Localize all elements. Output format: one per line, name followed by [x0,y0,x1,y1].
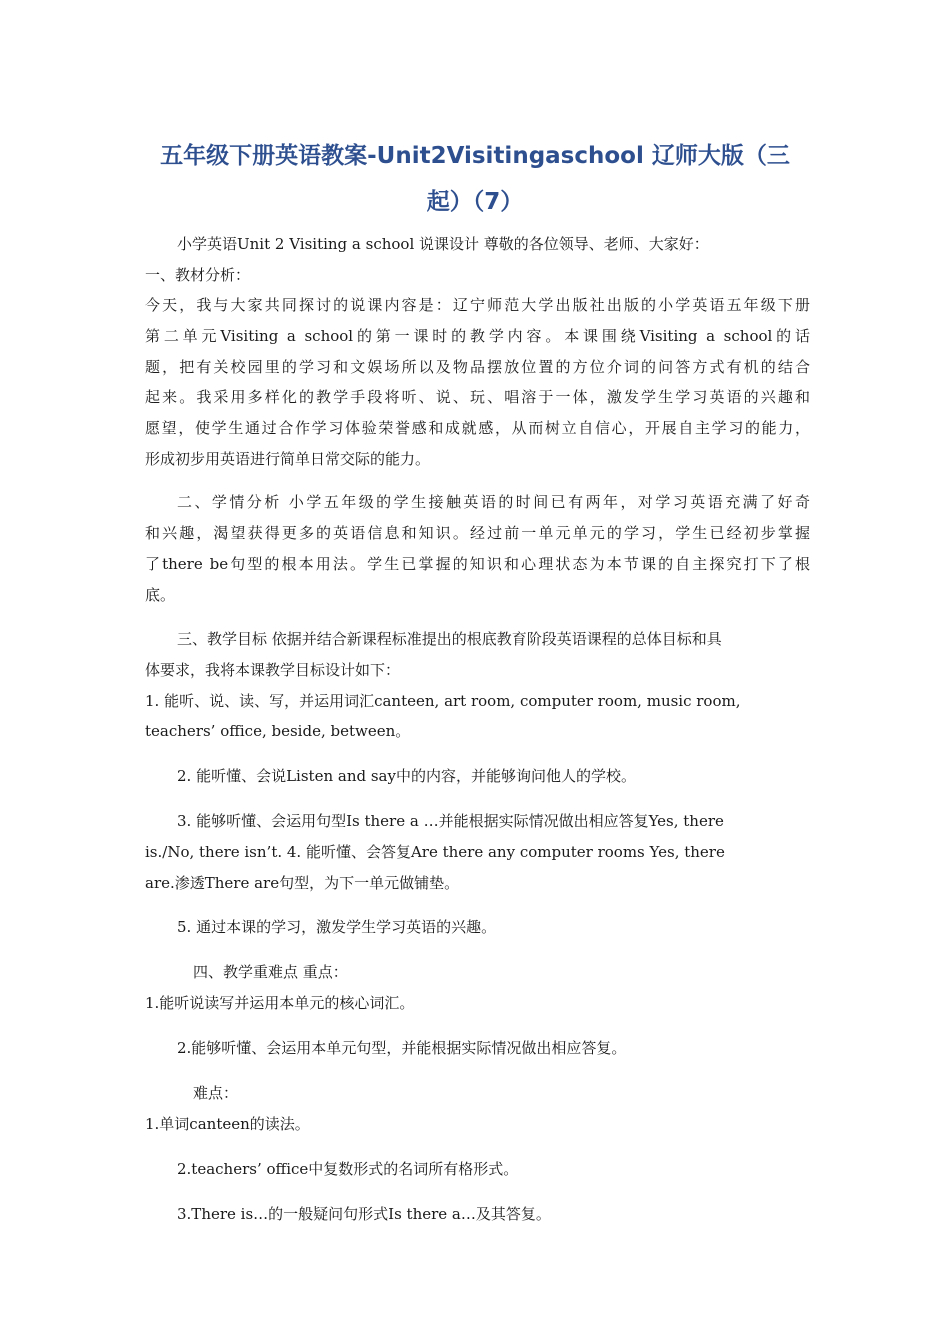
section-1-line: 题，把有关校园里的学习和文娱场所以及物品摆放位置的方位介词的问答方式有机的结合 [145,358,810,376]
difficulty-3: 3.There is…的一般疑问句形式Is there a…及其答复。 [177,1205,551,1223]
section-1-line: 愿望，使学生通过合作学习体验荣誉感和成就感，从而树立自信心，开展自主学习的能力， [145,419,810,437]
section-4-heading: 四、教学重难点 重点： [193,963,348,981]
goal-3-line: 3. 能够听懂、会运用句型Is there a …并能根据实际情况做出相应答复Yes, there [177,812,724,830]
section-2-line: 二、学情分析 小学五年级的学生接触英语的时间已有两年，对学习英语充满了好奇 [177,493,810,511]
title-line-2: 起）（7） [426,189,524,215]
section-1-line: 起来。我采用多样化的教学手段将听、说、玩、唱溶于一体，激发学生学习英语的兴趣和 [145,388,810,406]
section-2-line: 和兴趣，渴望获得更多的英语信息和知识。经过前一单元单元的学习，学生已经初步掌握 [145,524,810,542]
difficulty-2: 2.teachers’ office中复数形式的名词所有格形式。 [177,1160,519,1178]
section-1-line: 第二单元Visiting a school的第一课时的教学内容。本课围绕Visiting a school的话 [145,327,810,345]
goal-5: 5. 通过本课的学习，激发学生学习英语的兴趣。 [177,918,497,936]
section-3-line: 体要求，我将本课教学目标设计如下： [145,661,401,679]
section-2-line: 底。 [145,586,176,604]
section-1-heading: 一、教材分析： [145,266,251,284]
intro-line: 小学英语Unit 2 Visiting a school 说课设计 尊敬的各位领导、老师、大家好： [177,235,709,253]
title-line-1: 五年级下册英语教案-Unit2Visitingaschool 辽师大版（三 [160,143,790,169]
key-point-1: 1.能听说读写并运用本单元的核心词汇。 [145,994,415,1012]
section-1-line: 形成初步用英语进行简单日常交际的能力。 [145,450,431,468]
goal-3-line: is./No, there isn’t. 4. 能听懂、会答复Are there any computer rooms Yes, there [145,843,725,861]
section-3-line: 三、教学目标 依据并结合新课程标准提出的根底教育阶段英语课程的总体目标和具 [177,630,722,648]
section-1-line: 今天，我与大家共同探讨的说课内容是：辽宁师范大学出版社出版的小学英语五年级下册 [145,296,810,314]
goal-1-line: 1. 能听、说、读、写，并运用词汇canteen, art room, computer room, music room, [145,692,741,710]
goal-1-line: teachers’ office, beside, between。 [145,722,411,740]
key-point-2: 2.能够听懂、会运用本单元句型，并能根据实际情况做出相应答复。 [177,1039,627,1057]
document-title [140,133,810,225]
goal-3-line: are.渗透There are句型，为下一单元做铺垫。 [145,874,460,892]
difficulty-1: 1.单词canteen的读法。 [145,1115,310,1133]
section-2-line: 了there be句型的根本用法。学生已掌握的知识和心理状态为本节课的自主探究打下了根 [145,555,810,573]
difficulty-heading: 难点： [193,1084,239,1102]
goal-2: 2. 能听懂、会说Listen and say中的内容，并能够询问他人的学校。 [177,767,636,785]
